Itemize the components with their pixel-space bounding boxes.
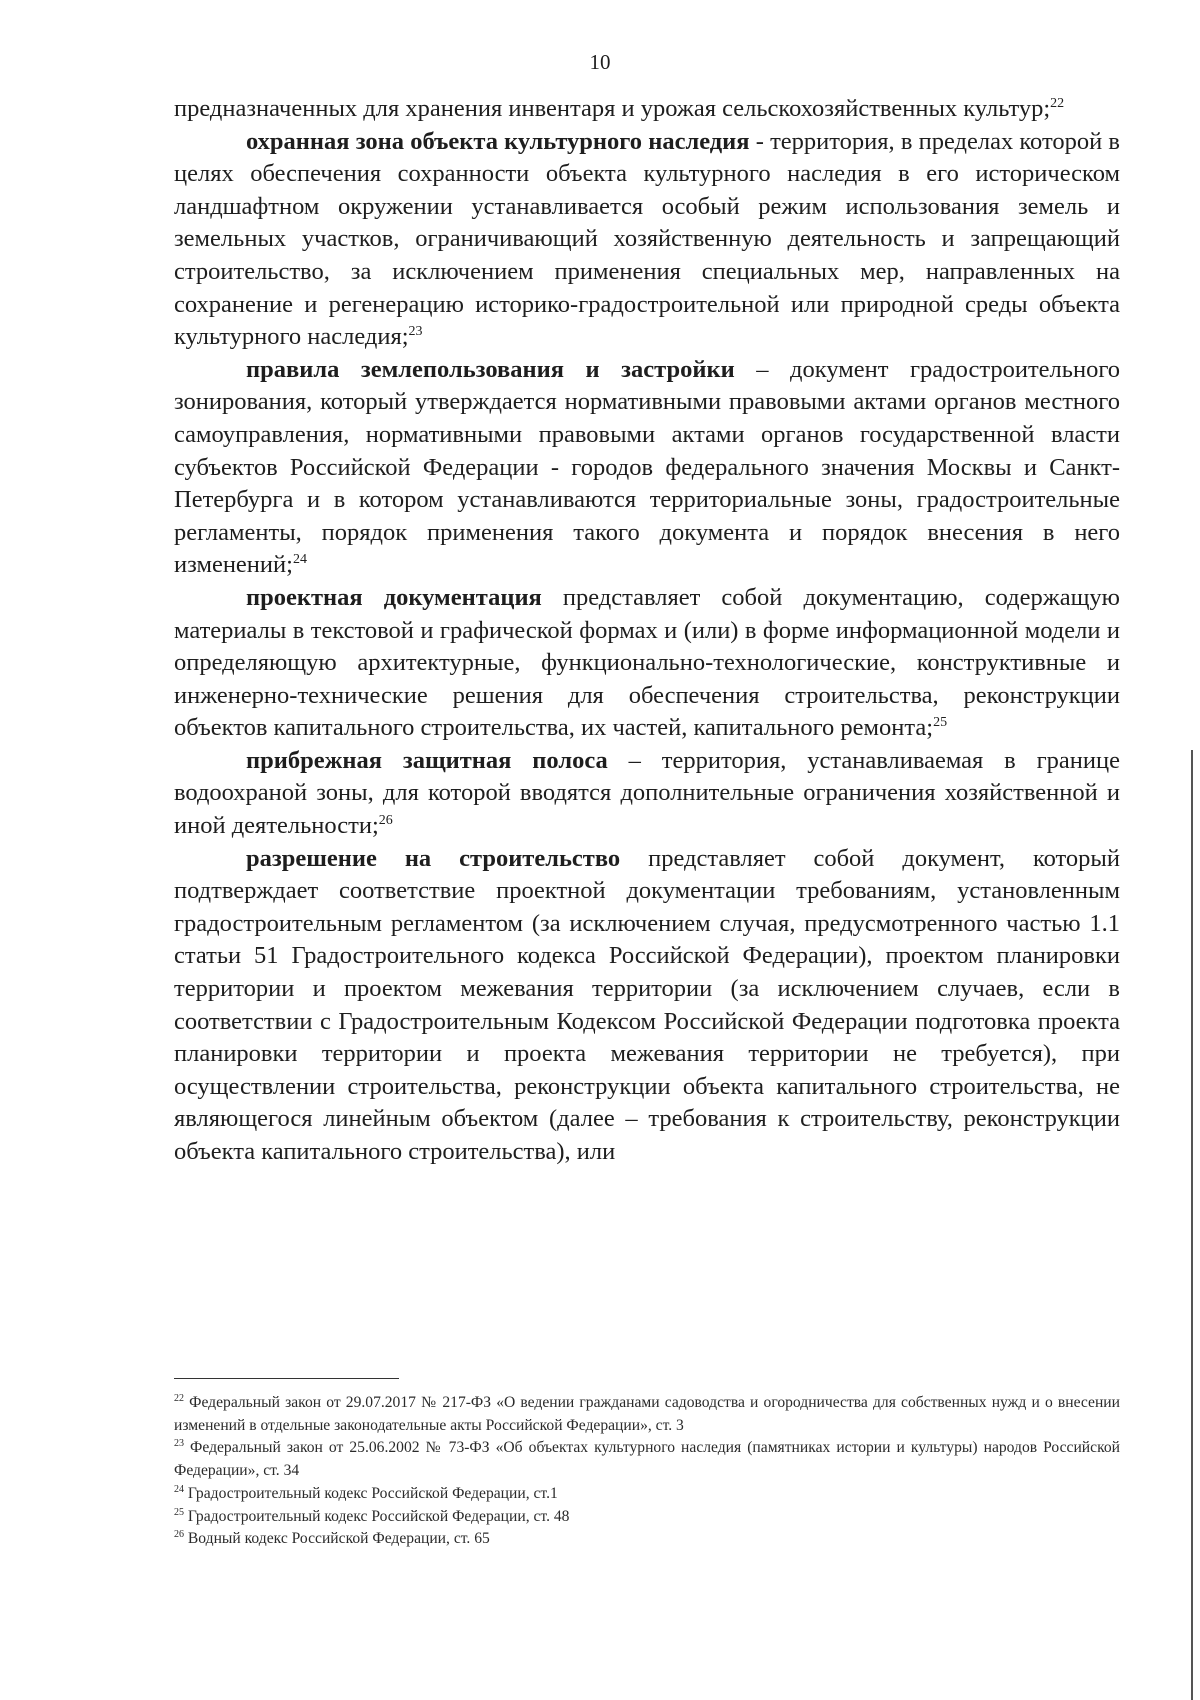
definition-paragraph	[174, 843, 1120, 1169]
page-number: 10	[589, 50, 611, 74]
footnote-ref: 26	[378, 813, 393, 829]
footnote-number: 26	[174, 1529, 184, 1541]
footnote-number: 24	[174, 1483, 184, 1495]
footnote-ref: 24	[292, 552, 307, 568]
defined-term: правила землепользования и застройки	[246, 355, 735, 383]
paragraph-continuation	[174, 93, 1120, 126]
scan-edge-line	[1191, 750, 1193, 1700]
footnote	[174, 1437, 1120, 1482]
definition-paragraph	[174, 582, 1120, 745]
footnote-text: Градостроительный кодекс Российской Федерации, ст.1	[184, 1484, 558, 1502]
defined-term: охранная зона объекта культурного наследия	[246, 127, 750, 155]
definition-text: представляет собой документацию, содержащую материалы в текстовой и графической формах и (или) в форме информационной модели и определяющую архитектурные, функционально-технологические, конструктивные и инженерно-технические решения для обеспечения строительства, реконструкции объектов капитального строительства, их частей, капитального ремонта;	[174, 583, 1120, 742]
footnote-text: Федеральный закон от 25.06.2002 № 73-ФЗ «Об объектах культурного наследия (памятниках истории и культуры) народов Российской Федерации», ст. 34	[174, 1439, 1120, 1480]
footnote-ref: 22	[1050, 96, 1065, 111]
footnote	[174, 1528, 1120, 1551]
defined-term: прибрежная защитная полоса	[246, 746, 608, 774]
defined-term: разрешение на строительство	[246, 844, 621, 872]
definition-text: – документ градостроительного зонирования, который утверждается нормативными правовыми актами органов местного самоуправления, нормативными правовыми актами органов государственной власти субъектов Российской Федерации - городов федерального значения Москвы и Санкт-Петербурга и в котором устанавливаются территориальные зоны, градостроительные регламенты, порядок применения такого документа и порядок внесения в него изменений;	[174, 355, 1121, 579]
definition-paragraph	[174, 126, 1120, 354]
footnote-separator	[174, 1378, 399, 1379]
definition-text: – территория, устанавливаемая в границе водоохраной зоны, для которой вводятся дополнительные ограничения хозяйственной и иной деятельности;	[174, 746, 1121, 840]
footnote-number: 23	[174, 1438, 184, 1450]
definition-paragraph	[174, 354, 1120, 582]
definition-text: - территория, в пределах которой в целях обеспечения сохранности объекта культурного наследия в его историческом ландшафтном окружении устанавливается особый режим использования земель и земельных участков, ограничивающий хозяйственную деятельность и запрещающий строительство, за исключением применения специальных мер, направленных на сохранение и регенерацию историко-градостроительной или природной среды объекта культурного наследия;	[174, 127, 1120, 351]
paragraph-text: предназначенных для хранения инвентаря и урожая сельскохозяйственных культур;	[174, 95, 1051, 122]
footnote	[174, 1483, 1120, 1506]
definition-text: представляет собой документ, который подтверждает соответствие проектной документации требованиям, установленным градостроительным регламентом (за исключением случая, предусмотренного частью 1.1 статьи 51 Градостроительного кодекса Российской Федерации), проектом планировки территории и проектом межевания территории (за исключением случаев, если в соответствии с Градостроительным Кодексом Российской Федерации подготовка проекта планировки территории и проекта межевания территории не требуется), при осуществлении строительства, реконструкции объекта капитального строительства, не являющегося линейным объектом (далее – требования к строительству, реконструкции объекта капитального строительства), или	[174, 844, 1120, 1165]
footnotes	[174, 1392, 1120, 1551]
defined-term: проектная документация	[246, 583, 542, 611]
document-body	[174, 93, 1120, 1169]
footnote-text: Градостроительный кодекс Российской Федерации, ст. 48	[184, 1507, 570, 1525]
footnote	[174, 1392, 1120, 1437]
footnote	[174, 1506, 1120, 1529]
footnote-number: 22	[174, 1393, 184, 1404]
footnote-text: Водный кодекс Российской Федерации, ст. 65	[184, 1530, 490, 1548]
footnote-ref: 23	[408, 324, 423, 340]
footnote-ref: 25	[933, 715, 948, 731]
footnote-number: 25	[174, 1506, 184, 1518]
footnote-text: Федеральный закон от 29.07.2017 № 217-ФЗ «О ведении гражданами садоводства и огородничества для собственных нужд и о внесении изменений в отдельные законодательные акты Российской Федерации», ст. 3	[174, 1394, 1120, 1434]
definition-paragraph	[174, 745, 1120, 843]
